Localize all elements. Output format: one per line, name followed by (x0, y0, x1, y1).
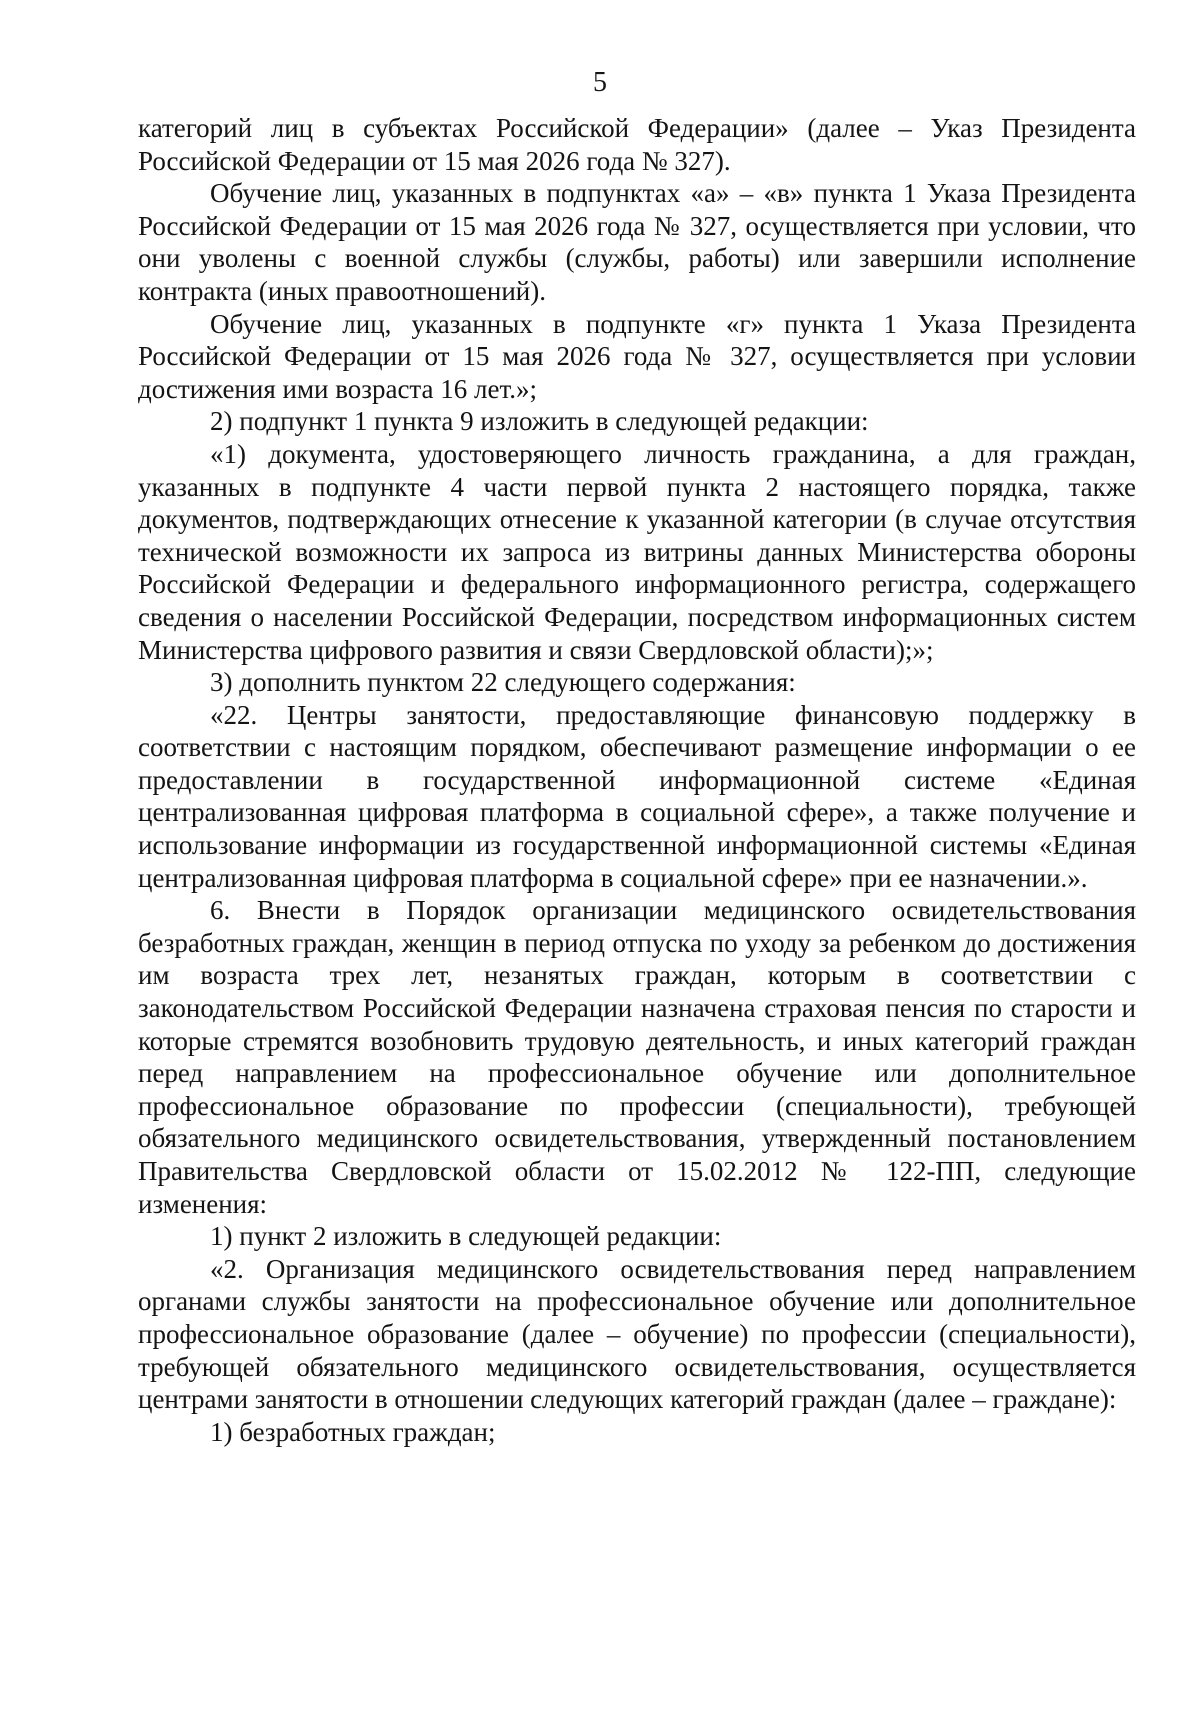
paragraph-amendment-3: 3) дополнить пунктом 22 следующего содержания: (210, 667, 796, 698)
paragraph-training-conditions-a-v: Обучение лиц, указанных в подпунктах «а» – «в» пункта 1 Указа Президента Российской Федерации от 15 мая 2026 года № 327, осуществляется при условии, что они уволены с военной службы (службы, работы) или завершили исполнение контракта (иных правоотношений). (138, 178, 1136, 306)
page-number: 5 (593, 67, 607, 98)
paragraph-unemployed-citizens: 1) безработных граждан; (210, 1416, 496, 1447)
paragraph-training-conditions-g: Обучение лиц, указанных в подпункте «г» пункта 1 Указа Президента Российской Федерации от 15 мая 2026 года № 327, осуществляется при условии достижения ими возраста 16 лет.»; (138, 308, 1136, 404)
document-body (138, 112, 1136, 1448)
paragraph-document-list: «1) документа, удостоверяющего личность гражданина, а для граждан, указанных в подпункте 4 части первой пункта 2 настоящего порядка, также документов, подтверждающих отнесение к указанной категории (в случае отсутствия технической возможности их запроса из витрины данных Министерства обороны Российской Федерации и федерального информационного регистра, содержащего сведения о населении Российской Федерации, посредством информационных систем Министерства цифрового развития и связи Свердловской области);»; (138, 438, 1136, 665)
paragraph-section-6: 6. Внести в Порядок организации медицинского освидетельствования безработных граждан, женщин в период отпуска по уходу за ребенком до достижения им возраста трех лет, незанятых граждан, которым в соответствии с законодательством Российской Федерации назначена страховая пенсия по старости и которые стремятся возобновить трудовую деятельность, и иных категорий граждан перед направлением на профессиональное обучение или дополнительное профессиональное образование по профессии (специальности), требующей обязательного медицинского освидетельствования, утвержденный постановлением Правительства Свердловской области от 15.02.2012 № 122-ПП, следующие изменения: (138, 895, 1136, 1219)
paragraph-item-22: «22. Центры занятости, предоставляющие финансовую поддержку в соответствии с настоящим порядком, обеспечивают размещение информации о ее предоставлении в государственной информационной системе «Единая централизованная цифровая платформа в социальной сфере», а также получение и использование информации из государственной информационной системы «Единая централизованная цифровая платформа в социальной сфере» при ее назначении.». (138, 699, 1136, 893)
paragraph-item-2: «2. Организация медицинского освидетельствования перед направлением органами службы занятости на профессиональное обучение или дополнительное профессиональное образование (далее – обучение) по профессии (специальности), требующей обязательного медицинского освидетельствования, осуществляется центрами занятости в отношении следующих категорий граждан (далее – граждане): (138, 1253, 1136, 1415)
paragraph-amendment-2: 2) подпункт 1 пункта 9 изложить в следующей редакции: (210, 406, 869, 437)
paragraph-amendment-1: 1) пункт 2 изложить в следующей редакции: (210, 1221, 722, 1252)
paragraph-continuation: категорий лиц в субъектах Российской Федерации» (далее – Указ Президента Российской Федерации от 15 мая 2026 года № 327). (138, 113, 1136, 176)
